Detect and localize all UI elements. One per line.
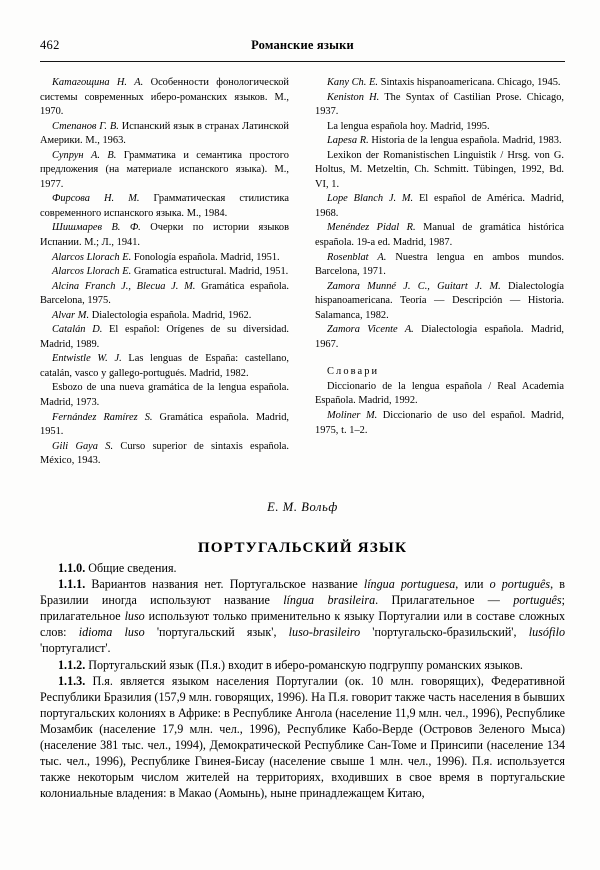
- reference-entry: Alarcos Llorach E. Gramatica estructural. Madrid, 1951.: [52, 266, 289, 278]
- reference-entry: Катагощина Н. А. Особенности фонологической системы современных иберо-романских языков. М., 1970.: [40, 77, 289, 118]
- section-paragraph: [40, 673, 565, 802]
- chapter-body: [40, 560, 565, 801]
- reference-entry: Zamora Vicente A. Dialectologia española. Madrid, 1967.: [315, 324, 565, 350]
- reference-entry: Menéndez Pidal R. Manual de gramática histórica española. 19-a ed. Madrid, 1987.: [315, 222, 564, 249]
- reference-entry: Kany Ch. E. Sintaxis hispanoamericana. Chicago, 1945.: [327, 77, 561, 88]
- section-text: Общие сведения.: [85, 561, 177, 575]
- reference-entry: Gili Gaya S. Curso superior de sintaxis española. México, 1943.: [40, 440, 289, 467]
- reference-entry: Catalán D. El español: Orígenes de su diversidad. Madrid, 1989.: [40, 324, 289, 350]
- bibliography-column-right: [315, 76, 564, 438]
- reference-entry: Шишмарев В. Ф. Очерки по истории языков Испании. М.; Л., 1941.: [40, 222, 289, 249]
- section-text: Вариантов названия нет. Португальское название língua portuguesa, или o português, в Бразилии иногда используют название língua brasileira. Прилагательное — português; прилагательное luso используют только применительно к языку Португалии или в составе сложных слов: idioma luso 'португальский язык', luso-brasileiro 'португальско-бразильский', lusófilo 'португалист'.: [40, 577, 565, 656]
- dictionaries-heading: Словари: [327, 366, 380, 378]
- reference-entry: Lexikon der Romanistischen Linguistik / Hrsg. von G. Holtus, M. Metzeltin, Ch. Schmitt. Tübingen, 1992, Bd. VI, 1.: [315, 149, 564, 190]
- reference-entry: Степанов Г. В. Испанский язык в странах Латинской Америки. М., 1963.: [40, 120, 289, 147]
- bibliography-section: [40, 76, 565, 469]
- section-text: П.я. является языком населения Португалии (ок. 10 млн. говорящих), Федеративной Республики Бразилия (157,9 млн. говорящих, 1996). На П.я. говорит также часть населения в бывших португальских колониях в Африке: в Республике Ангола (население 11,9 млн. чел., 1996), Республике Мозамбик (население 17,9 млн. чел., 1996), Республике Кабо-Верде (Островов Зеленого Мыса) (население 381 тыс. чел., 1994), Демократической Республике Сан-Томе и Принсипи (население 134 тыс. чел., 1996), Республике Гвинея-Бисау (население свыше 1 млн. чел., 1996). П.я. используется также некоторым числом жителей на территориях, входивших в свое время в португальские колониальные владения: в Макао (Аомынь), ныне принадлежащем Китаю,: [40, 673, 565, 801]
- chapter-opening: [40, 500, 565, 557]
- section-paragraph: [40, 576, 565, 656]
- reference-entry: Alvar M. Dialectologia española. Madrid, 1962.: [52, 309, 252, 321]
- section-number: 1.1.1.: [58, 577, 86, 592]
- reference-entry: Keniston H. The Syntax of Castilian Prose. Chicago, 1937.: [315, 91, 564, 118]
- section-number: 1.1.2.: [58, 657, 86, 672]
- reference-entry: Супрун А. В. Грамматика и семантика простого предложения (на материале испанского языка). М., 1977.: [40, 149, 289, 190]
- reference-entry: Фирсова Н. М. Грамматическая стилистика современного испанского языка. М., 1984.: [40, 193, 289, 219]
- section-number: 1.1.0.: [58, 561, 86, 575]
- page-content-area: [40, 0, 565, 870]
- page-number: 462: [40, 38, 60, 52]
- running-title: Романские языки: [251, 38, 354, 52]
- header-rule: [40, 61, 565, 62]
- reference-entry: Esbozo de una nueva gramática de la lengua española. Madrid, 1973.: [40, 382, 289, 409]
- reference-entry: Fernández Ramírez S. Gramática española. Madrid, 1951.: [40, 411, 290, 438]
- dictionary-entry: Moliner M. Diccionario de uso del español. Madrid, 1975, t. 1–2.: [315, 410, 564, 436]
- reference-entry: Alcina Franch J., Blecua J. M. Gramática española. Barcelona, 1975.: [40, 280, 289, 307]
- reference-entry: Alarcos Llorach E. Fonología española. Madrid, 1951.: [52, 251, 280, 263]
- reference-entry: La lengua española hoy. Madrid, 1995.: [327, 120, 490, 132]
- reference-entry: Rosenblat A. Nuestra lengua en ambos mundos. Barcelona, 1971.: [315, 251, 564, 278]
- reference-entry: Entwistle W. J. Las lenguas de España: castellano, catalán, vasco y gallego-portugués. Madrid, 1982.: [40, 353, 289, 379]
- bibliography-column-left: [40, 76, 289, 469]
- reference-entry: Zamora Munné J. C., Guitart J. M. Dialectología hispanoamericana. Teoría — Descripción — Historia. Salamanca, 1982.: [315, 280, 564, 321]
- reference-entry: Lope Blanch J. M. El español de América. Madrid, 1968.: [315, 193, 564, 219]
- section-paragraph: [40, 657, 565, 673]
- dictionary-entry: Diccionario de la lengua española / Real Academia Española. Madrid, 1992.: [315, 380, 564, 407]
- reference-entry: Lapesa R. Historia de la lengua española. Madrid, 1983.: [327, 135, 562, 147]
- bibliography-columns: [40, 76, 565, 469]
- chapter-author: Е. М. Вольф: [267, 500, 338, 514]
- section-text: Португальский язык (П.я.) входит в иберо-романскую подгруппу романских языков.: [85, 657, 523, 672]
- chapter-title: ПОРТУГАЛЬСКИЙ ЯЗЫК: [197, 539, 408, 556]
- section-paragraph: [40, 560, 565, 576]
- section-number: 1.1.3.: [58, 673, 86, 688]
- running-header: [40, 38, 565, 56]
